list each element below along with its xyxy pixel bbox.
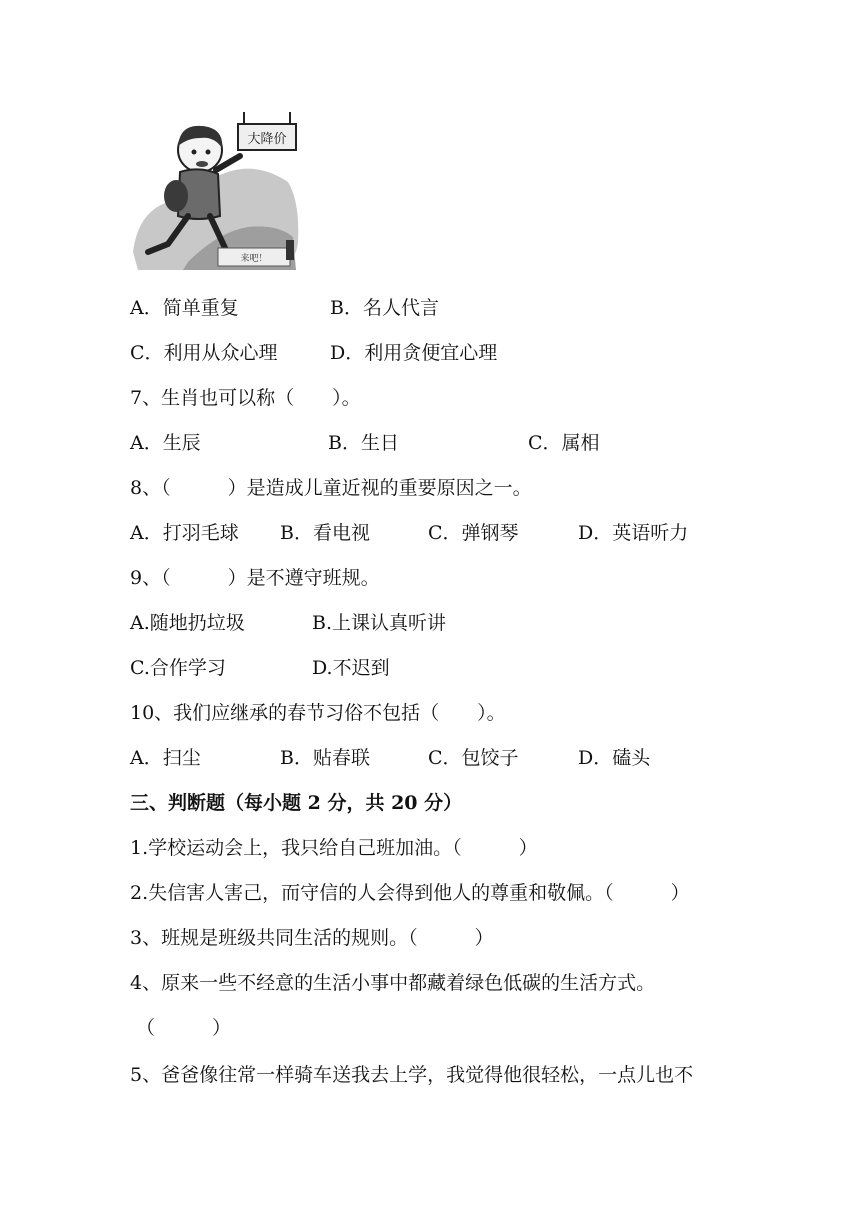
q9-stem: 9、（ ）是不遵守班规。	[130, 567, 380, 589]
q10-option-b: B．贴春联	[280, 747, 370, 769]
caption-lettering: 来吧！	[240, 254, 268, 264]
q8-option-a: A．打羽毛球	[130, 522, 239, 544]
q6-option-d: D．利用贪便宜心理	[330, 342, 498, 364]
q9-option-a: A.随地扔垃圾	[130, 612, 245, 634]
q8-option-b: B．看电视	[280, 522, 370, 544]
q10-option-c: C．包饺子	[428, 747, 519, 769]
tf-item-3: 3、班规是班级共同生活的规则。（ ）	[130, 927, 494, 949]
q7-option-c: C．属相	[528, 432, 600, 454]
q8-option-c: C．弹钢琴	[428, 522, 519, 544]
q9-option-c: C.合作学习	[130, 657, 226, 679]
cartoon-drawing	[128, 112, 304, 274]
q10-stem: 10、我们应继承的春节习俗不包括（ ）。	[130, 702, 506, 724]
cartoon-illustration	[128, 112, 304, 274]
left-eye	[192, 150, 197, 155]
q6-option-b: B．名人代言	[330, 297, 439, 319]
caption-mark	[286, 240, 294, 260]
sign-lettering: 大降价	[247, 132, 287, 147]
q9-option-b: B.上课认真听讲	[312, 612, 447, 634]
q10-option-a: A．扫尘	[130, 747, 201, 769]
q8-stem: 8、（ ）是造成儿童近视的重要原因之一。	[130, 477, 532, 499]
tf-item-5: 5、爸爸像往常一样骑车送我去上学，我觉得他很轻松，一点儿也不	[130, 1064, 694, 1086]
q6-option-a: A．简单重复	[130, 297, 239, 319]
section-3-heading: 三、判断题（每小题 2 分，共 20 分）	[130, 792, 463, 814]
q8-option-d: D．英语听力	[578, 522, 689, 544]
q7-stem: 7、生肖也可以称（ ）。	[130, 387, 361, 409]
mouth	[196, 161, 208, 167]
tf-item-2: 2.失信害人害己，而守信的人会得到他人的尊重和敬佩。（ ）	[130, 882, 690, 904]
tf-item-4-answer-blank: （ ）	[136, 1017, 232, 1039]
q7-option-b: B．生日	[328, 432, 399, 454]
tf-item-4: 4、原来一些不经意的生活小事中都藏着绿色低碳的生活方式。	[130, 972, 656, 994]
tf-item-1: 1.学校运动会上，我只给自己班加油。（ ）	[130, 837, 538, 859]
right-eye	[206, 150, 211, 155]
bag	[164, 180, 188, 212]
q9-option-d: D.不迟到	[312, 657, 390, 679]
q7-option-a: A．生辰	[130, 432, 201, 454]
q10-option-d: D．磕头	[578, 747, 651, 769]
q6-option-c: C．利用从众心理	[130, 342, 278, 364]
